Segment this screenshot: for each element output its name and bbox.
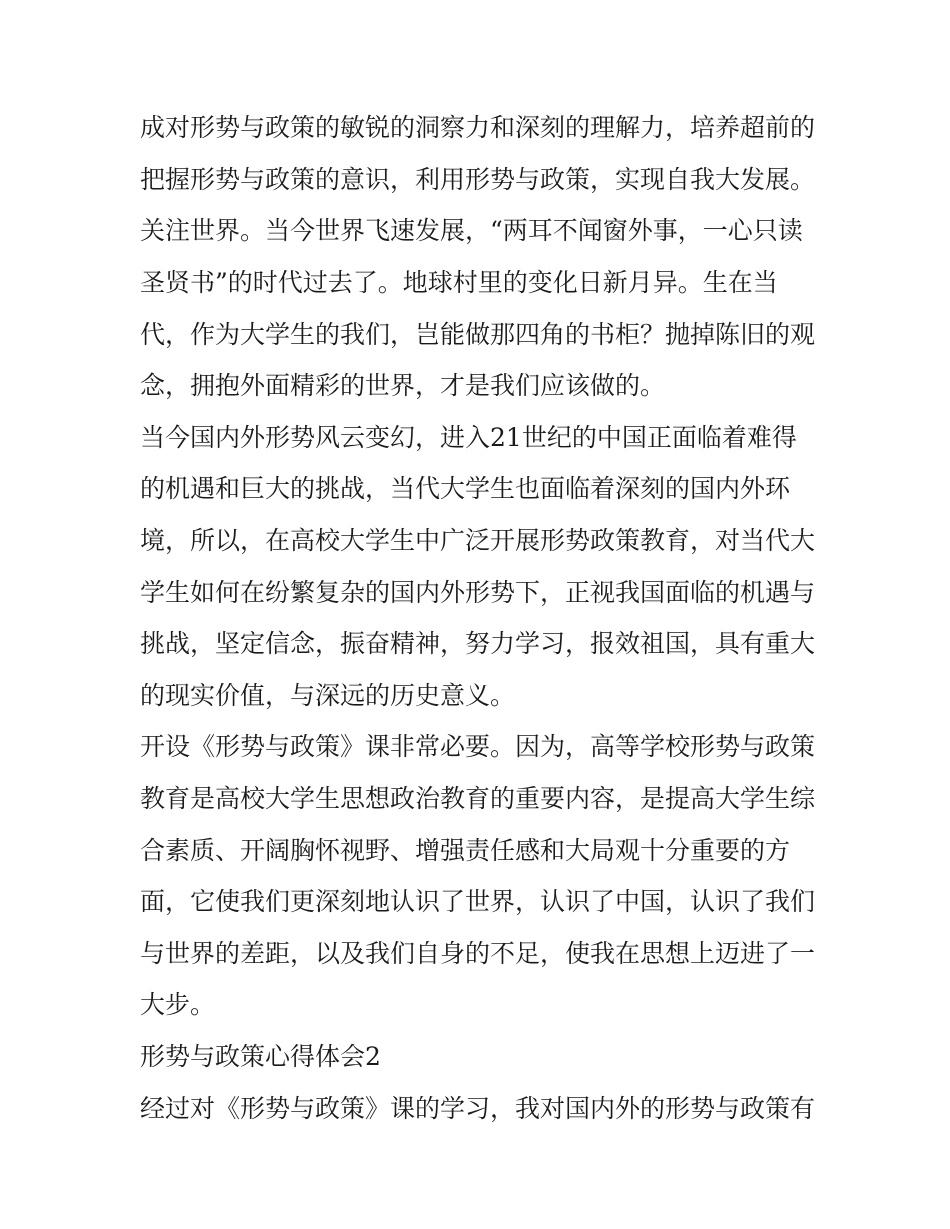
text-line: 代，作为大学生的我们，岂能做那四角的书柜？抛掉陈旧的观 [140,320,816,349]
text-line: 挑战，坚定信念，振奋精神，努力学习，报效祖国，具有重大 [140,629,816,658]
text-line: 学生如何在纷繁复杂的国内外形势下，正视我国面临的机遇与 [140,578,816,607]
text-line: 教育是高校大学生思想政治教育的重要内容，是提高大学生综 [140,784,816,813]
text-line: 经过对《形势与政策》课的学习，我对国内外的形势与政策有 [140,1094,816,1123]
text-line: 的机遇和巨大的挑战，当代大学生也面临着深刻的国内外环 [140,474,791,503]
text-line: 的现实价值，与深远的历史意义。 [140,681,516,710]
text-line: 把握形势与政策的意识，利用形势与政策，实现自我大发展。 [140,165,816,194]
text-line: 开设《形势与政策》课非常必要。因为，高等学校形势与政策 [140,732,816,761]
text-line: 关注世界。当今世界飞速发展，“两耳不闻窗外事，一心只读 [140,216,803,245]
text-line: 与世界的差距，以及我们自身的不足，使我在思想上迈进了一 [140,939,816,968]
text-line: 成对形势与政策的敏锐的洞察力和深刻的理解力，培养超前的 [140,113,816,142]
section-heading: 形势与政策心得体会2 [140,1042,381,1071]
text-line: 大步。 [140,990,216,1019]
text-line: 当今国内外形势风云变幻，进入21世纪的中国正面临着难得 [140,423,797,452]
text-line: 境，所以，在高校大学生中广泛开展形势政策教育，对当代大 [140,526,816,555]
text-line: 念，拥抱外面精彩的世界，才是我们应该做的。 [140,371,666,400]
text-line: 面，它使我们更深刻地认识了世界，认识了中国，认识了我们 [140,887,816,916]
text-line: 圣贤书”的时代过去了。地球村里的变化日新月异。生在当 [140,268,778,297]
text-line: 合素质、开阔胸怀视野、增强责任感和大局观十分重要的方 [140,836,791,865]
